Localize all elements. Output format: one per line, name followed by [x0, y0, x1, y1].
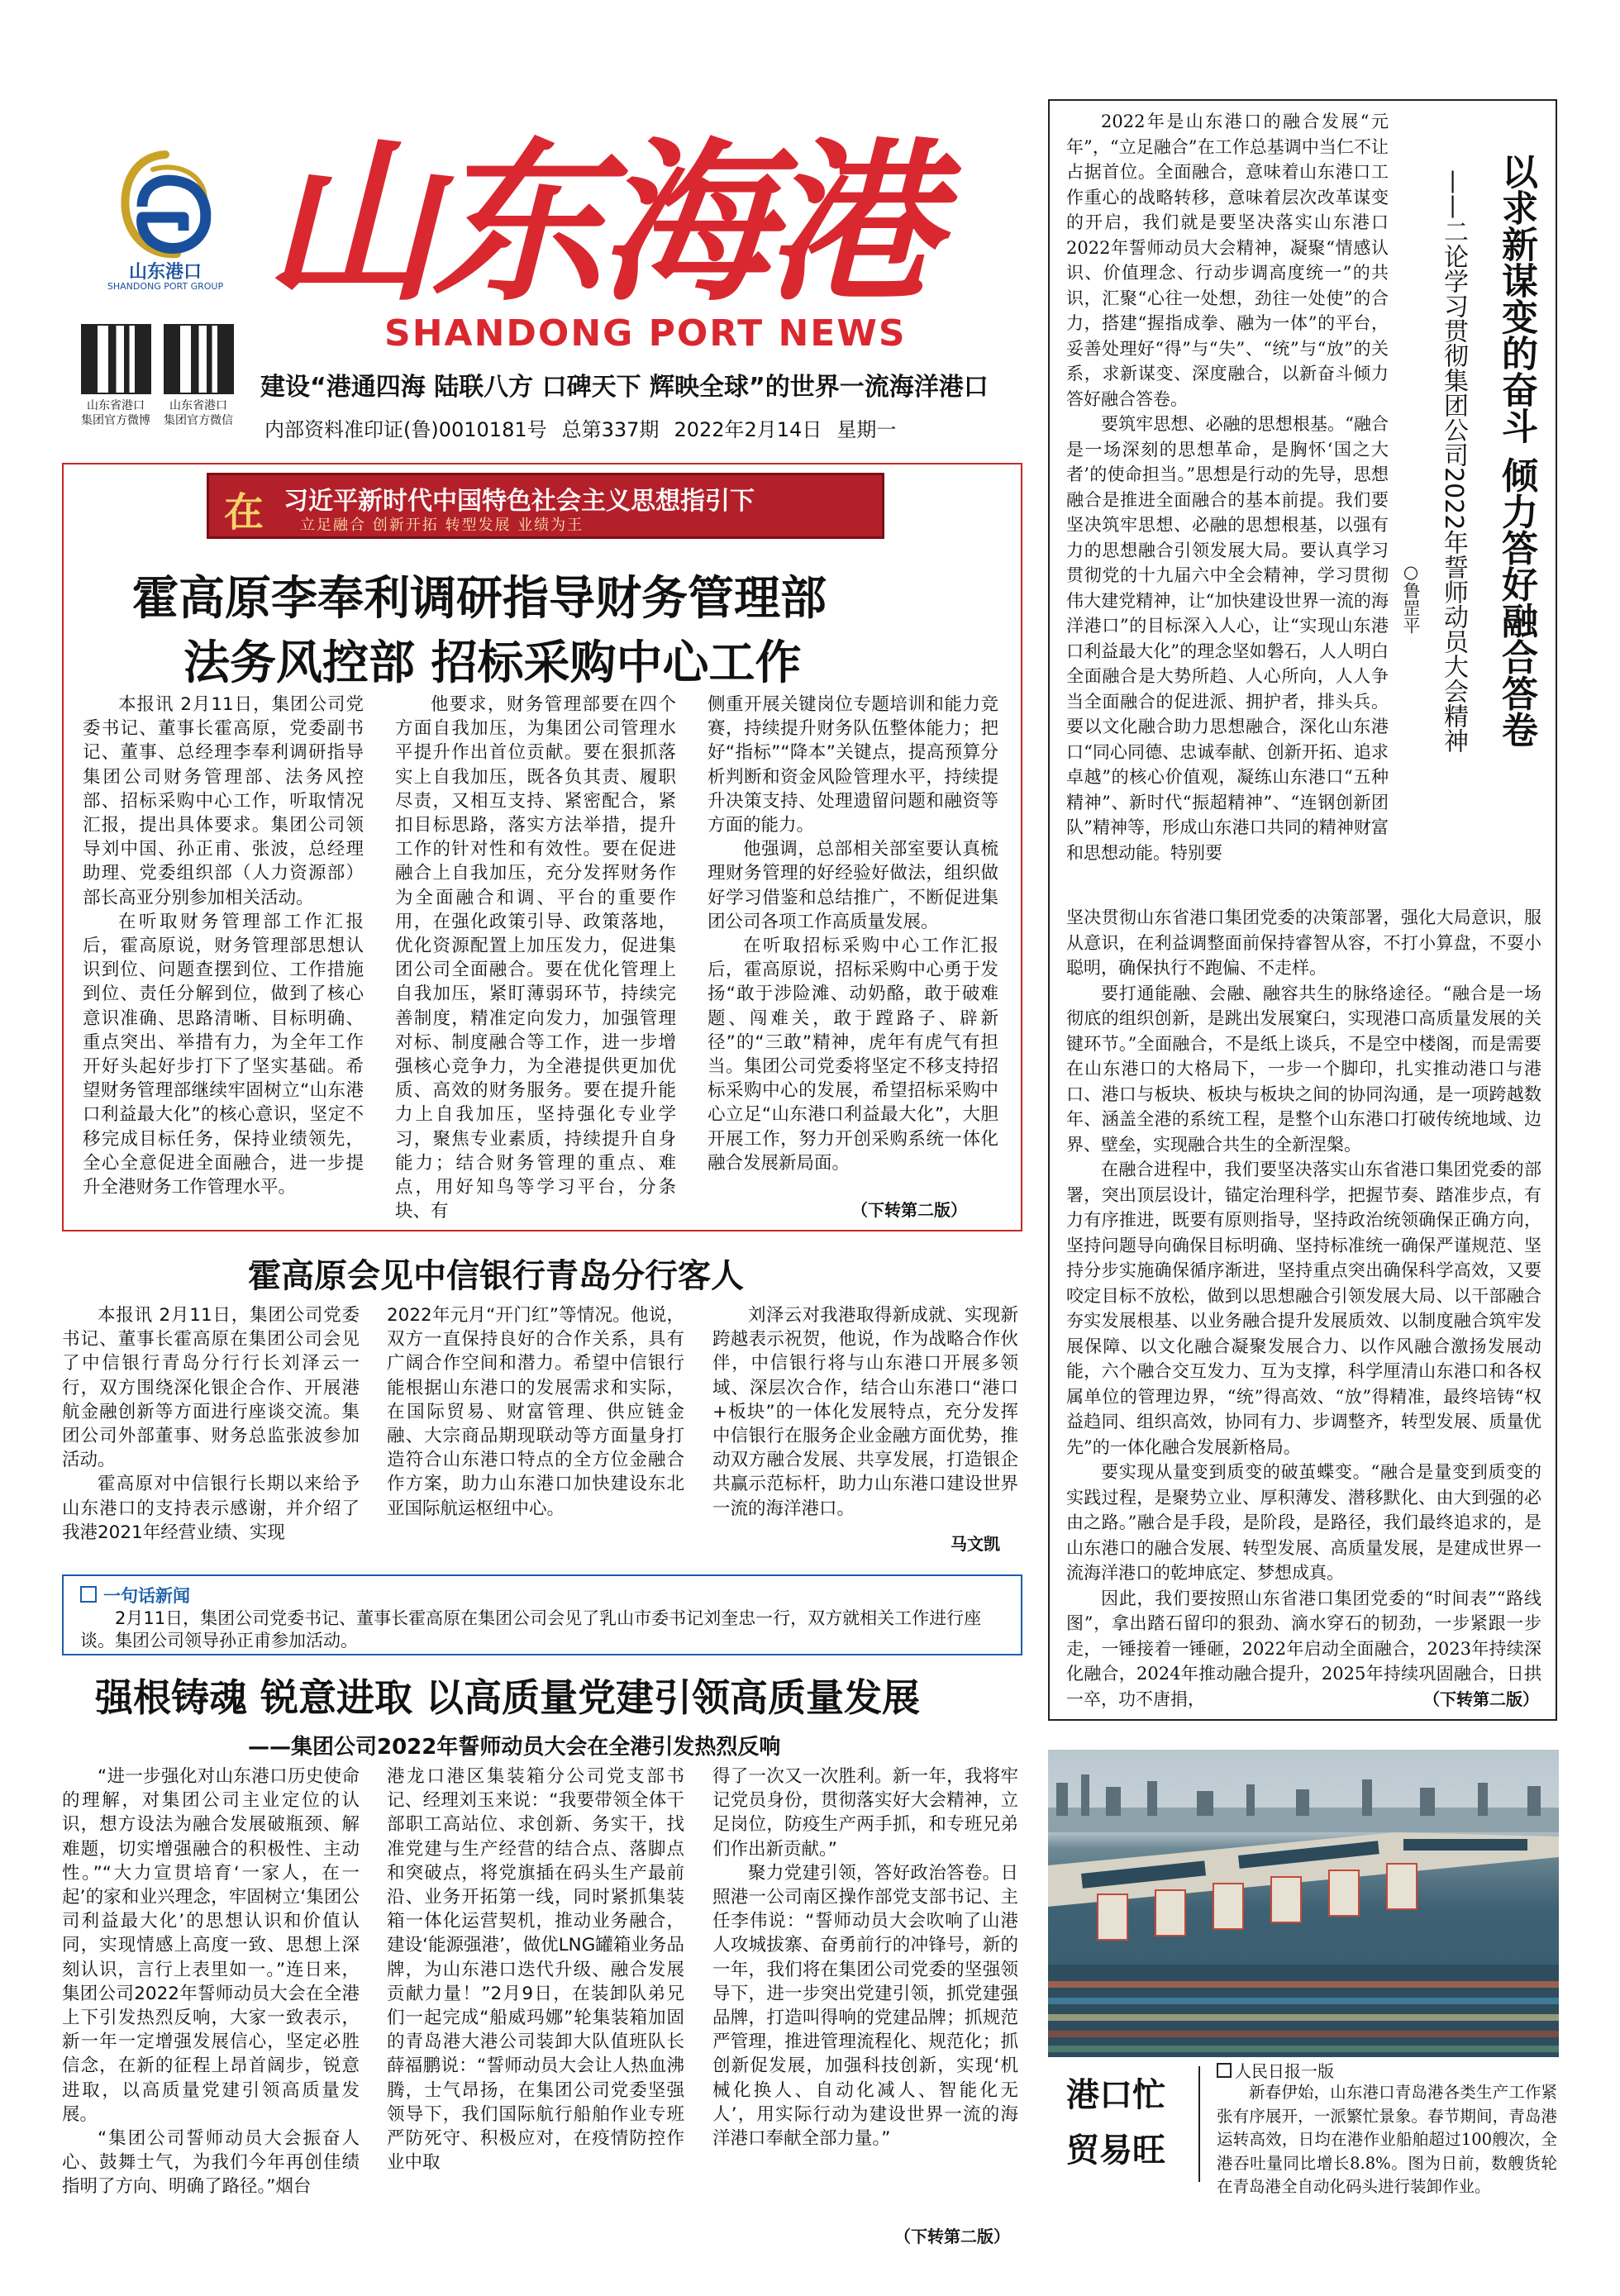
- story3-continued-note[interactable]: （下转第二版）: [894, 2227, 1010, 2246]
- paragraph: 要实现从量变到质变的破茧蝶变。“融合是量变到质变的实践过程，是聚势立业、厚积薄发、潜移默化、由大到强的必由之路。”融合是手段，是阶段，是路径，我们最终追求的，是山东港口的融合发展、转型发展、高质量发展，是建成世界一流海洋港口的乾坤底定、梦想成真。: [1066, 1462, 1541, 1583]
- paragraph: 侧重开展关键岗位专题培训和能力竞赛，持续提升财务队伍整体能力；把好“指标”“降本”关键点，提高预算分析判断和资金风险管理水平，持续提升决策支持、处理遗留问题和融资等方面的能力。: [708, 694, 998, 836]
- weibo-qr-code-icon[interactable]: [81, 324, 151, 394]
- news-brief-title: 一句话新闻: [80, 1583, 190, 1608]
- banner-subtitle: 立足融合 创新开拓 转型发展 业绩为王: [300, 517, 584, 534]
- lead-column-2: [395, 693, 676, 1222]
- issue-date: 2022年2月14日: [674, 418, 822, 441]
- photo-credit: 人民日报一版: [1217, 2058, 1334, 2082]
- group-logo-icon: [107, 145, 223, 269]
- story3-column-1: [62, 1765, 360, 2248]
- story3-column-2: [387, 1765, 684, 2248]
- theme-banner: [207, 473, 884, 539]
- story3-column-3: [712, 1765, 1018, 2226]
- group-logo-english: SHANDONG PORT GROUP: [107, 281, 224, 292]
- story3-headline[interactable]: 强根铸魂 锐意进取 以高质量党建引领高质量发展: [95, 1675, 921, 1720]
- photo-title-line-2: 贸易旺: [1066, 2131, 1165, 2170]
- story2-author: 马文凯: [951, 1534, 1000, 1554]
- commentary-subtitle: ——二论学习贯彻集团公司2022年誓师动员大会精神: [1439, 169, 1468, 754]
- masthead-slogan: 建设“港通四海 陆联八方 口碑天下 辉映全球”的世界一流海洋港口: [260, 373, 989, 402]
- lead-continued-note[interactable]: （下转第二版）: [851, 1200, 967, 1220]
- weibo-qr-caption: 山东省港口 集团官方微博: [81, 399, 150, 427]
- issue-info: [264, 413, 911, 442]
- banner-initial: 在: [224, 489, 264, 536]
- paragraph: 刘泽云对我港取得新成就、实现新跨越表示祝贺，他说，作为战略合作伙伴，中信银行将与山东港口开展多领域、深层次合作，结合山东港口“港口+板块”的一体化发展特点，充分发挥中信银行在服务企业金融方面优势，推动双方融合发展、共享发展，打造银企共赢示范标杆，助力山东港口建设世界一流的海洋港口。: [712, 1305, 1018, 1519]
- issue-number: 总第337期: [561, 418, 660, 441]
- port-photo[interactable]: [1048, 1750, 1559, 2057]
- paragraph: 因此，我们要按照山东省港口集团党委的“时间表”“路线图”，拿出踏石留印的狠劲、滴水穿石的韧劲，一步紧跟一步走，一锤接着一锤砸，2022年启动全面融合，2023年持续深化融合，2024年推动融合提升，2025年持续巩固融合，日拱一卒，功不唐捐，: [1066, 1588, 1541, 1709]
- paragraph: 要打通能融、会融、融容共生的脉络途径。“融合是一场彻底的组织创新，是跳出发展窠臼，实现港口高质量发展的关键环节。”全面融合，不是纸上谈兵，不是空中楼阁，而是需要在山东港口的大格局下，一步一个脚印，扎实推动港口与港口、港口与板块、板块与板块之间的协同沟通，是一项跨越数年、涵盖全港的系统工程，是整个山东港口打破传统地域、边界、壁垒，实现融合共生的全新涅槃。: [1066, 983, 1541, 1155]
- story2-column-1: [62, 1303, 360, 1551]
- commentary-author: ○鲁罡平: [1401, 562, 1421, 634]
- photo-caption: 新春伊始，山东港口青岛港各类生产工作紧张有序展开，一派繁忙景象。春节期间，青岛港运转高效，日均在港作业船舶超过100艘次，全港吞吐量同比增长8.8%。图为日前，数艘货轮在青岛港全自动化码头进行装卸作业。: [1217, 2083, 1557, 2196]
- story2-headline[interactable]: 霍高原会见中信银行青岛分行客人: [248, 1256, 744, 1295]
- wechat-qr-caption: 山东省港口 集团官方微信: [164, 399, 233, 427]
- paragraph: 在融合进程中，我们要坚决落实山东省港口集团党委的部署，突出顶层设计，锚定治理科学，把握节奏、踏准步点，有力有序推进，既要有原则指导，坚持政治统领确保正确方向，坚持问题导向确保目标明确、坚持标准统一确保严谨规范、坚持分步实施确保循序渐进，坚持重点突出确保科学高效，又要咬定目标不放松，做到以思想融合引领发展大局、以干部融合夯实发展根基、以业务融合提升发展质效、以制度融合筑牢发展保障、以文化融合凝聚发展合力、以作风融合激扬发展动能，六个融合交互发力、互为支撑，科学厘清山东港口和各权属单位的管理边界，“统”得高效、“放”得精准，最终培铸“权益趋同、组织高效，协同有力、步调整齐，转型发展、质量优先”的一体化融合发展新格局。: [1066, 1160, 1541, 1457]
- permit-number: 内部资料准印证(鲁)0010181号: [264, 418, 547, 441]
- paragraph: 坚决贯彻山东省港口集团党委的决策部署，强化大局意识，服从意识，在利益调整面前保持睿智从容，不打小算盘，不耍小聪明，确保执行不跑偏、不走样。: [1066, 907, 1541, 978]
- paragraph: 他要求，财务管理部要在四个方面自我加压，为集团公司管理水平提升作出首位贡献。要在狠抓落实上自我加压，既各负其责、履职尽责，又相互支持、紧密配合，紧扣目标思路，落实方法举措，提升工作的针对性和有效性。要在促进融合上自我加压，充分发挥财务作为全面融合和调、平台的重要作用，在强化政策引导、政策落地，优化资源配置上加压发力，促进集团公司全面融合。要在优化管理上自我加压，紧盯薄弱环节，持续完善制度，精准定向发力，加强管理对标、制度融合等工作，进一步增强核心竞争力，为全港提供更加优质、高效的财务服务。要在提升能力上自我加压，坚持强化专业学习，聚焦专业素质，持续提升自身能力；结合财务管理的重点、难点，用好知鸟等学习平台，分条块、有: [395, 694, 676, 1222]
- paragraph: 港龙口港区集装箱分公司党支部书记、经理刘玉来说：“我要带领全体干部职工高站位、求创新、务实干，找准党建与生产经营的结合点、落脚点和突破点，将党旗插在码头生产最前沿、业务开拓第一线，同时紧抓集装箱一体化运营契机，推动业务融合，建设‘能源强港’，做优LNG罐箱业务品牌，为山东港口迭代升级、融合发展贡献力量！”2月9日，在装卸队弟兄们一起完成“船威玛娜”轮集装箱加固的青岛港大港公司装卸大队值班队长薛福鹏说：“誓师动员大会让人热血沸腾，士气昂扬，在集团公司党委坚强领导下，我们国际航行船舶作业专班严防死守、积极应对，在疫情防控作业中取: [387, 1766, 684, 2174]
- photo-title-line-1: 港口忙: [1066, 2075, 1165, 2114]
- lead-column-1: [83, 693, 364, 1215]
- commentary-column-top: [1066, 109, 1389, 903]
- group-logo-name: 山东港口: [128, 262, 202, 283]
- paragraph: 在听取招标采购中心工作汇报后，霍高原说，招标采购中心勇于发扬“敢于涉险滩、动奶酪，敢于破难题、闯难关，敢于蹚路子、辟新径”的“三敢”精神，虎年有虎气有担当。集团公司党委将坚定不移支持招标采购中心的发展，希望招标采购中心立足“山东港口利益最大化”，大胆开展工作，努力开创采购系统一体化融合发展新局面。: [708, 936, 998, 1174]
- paragraph: 2022年是山东港口的融合发展“元年”，“立足融合”在工作总基调中当仁不让占据首位。全面融合，意味着山东港口工作重心的战略转移，意味着层次改革谋变的开启，我们就是要坚决落实山东港口2022年誓师动员大会精神，凝聚“情感认识、价值理念、行动步调高度统一”的共识，汇聚“心往一处想，劲往一处使”的合力，搭建“握指成拳、融为一体”的平台，妥善处理好“得”与“失”、“统”与“放”的关系，求新谋变、深度融合，以新奋斗倾力答好融合答卷。: [1066, 112, 1389, 409]
- paragraph: 他强调，总部相关部室要认真梳理财务管理的好经验好做法，组织做好学习借鉴和总结推广，不断促进集团公司各项工作高质量发展。: [708, 839, 998, 932]
- paragraph: 本报讯 2月11日，集团公司党委书记、董事长霍高原在集团公司会见了中信银行青岛分行行长刘泽云一行，双方围绕深化银企合作、开展港航金融创新等方面进行座谈交流。集团公司外部董事、财务总监张波参加活动。: [62, 1305, 360, 1471]
- story2-column-2: [387, 1303, 684, 1551]
- issue-weekday: 星期一: [836, 418, 897, 441]
- news-brief-box: [62, 1574, 1022, 1655]
- story2-column-3: [712, 1303, 1018, 1551]
- lead-headline-line-1[interactable]: 霍高原李奉利调研指导财务管理部: [132, 571, 827, 626]
- lead-headline-line-2[interactable]: 法务风控部 招标采购中心工作: [183, 636, 802, 690]
- paragraph: 本报讯 2月11日，集团公司党委书记、董事长霍高原，党委副书记、董事、总经理李奉利调研指导集团公司财务管理部、法务风控部、招标采购中心工作，听取情况汇报，提出具体要求。集团公司领导刘中国、孙正甫、张波，总经理助理、党委组织部（人力资源部）部长高亚分别参加相关活动。: [83, 694, 364, 908]
- newspaper-title-english: SHANDONG PORT NEWS: [384, 312, 907, 355]
- paragraph: 霍高原对中信银行长期以来给予山东港口的支持表示感谢，并介绍了我港2021年经营业绩、实现: [62, 1474, 360, 1543]
- commentary-title[interactable]: 以求新谋变的奋斗 倾力答好融合答卷: [1495, 153, 1537, 748]
- story3-subheadline: ——集团公司2022年誓师动员大会在全港引发热烈反响: [248, 1735, 781, 1760]
- paragraph: 要筑牢思想、必融的思想根基。“融合是一场深刻的思想革命，是胸怀‘国之大者’的使命担当。”思想是行动的先导，思想融合是推进全面融合的基本前提。我们要坚决筑牢思想、必融的思想根基，以强有力的思想融合引领发展大局。要认真学习贯彻党的十九届六中全会精神，学习贯彻伟大建党精神，让“加快建设世界一流的海洋港口”的目标深入人心，让“实现山东港口利益最大化”的理念坚如磐石，人人明白全面融合是大势所趋、人心所向，人人争当全面融合的促进派、拥护者，排头兵。要以文化融合助力思想融合，深化山东港口“同心同德、忠诚奉献、创新开拓、追求卓越”的核心价值观，凝练山东港口“五种精神”、新时代“振超精神”、“连钢创新团队”精神等，形成山东港口共同的精神财富和思想动能。特别要: [1066, 414, 1389, 863]
- news-brief-body: 2月11日，集团公司党委书记、董事长霍高原在集团公司会见了乳山市委书记刘奎忠一行，双方就相关工作进行座谈。集团公司领导孙正甫参加活动。: [80, 1608, 982, 1651]
- paragraph: 在听取财务管理部工作汇报后，霍高原说，财务管理部思想认识到位、问题查摆到位、工作措施到位、责任分解到位，做到了核心意识准确、思路清晰、目标明确、重点突出、举措有力，为全年工作开好头起好步打下了坚实基础。希望财务管理部继续牢固树立“山东港口利益最大化”的核心意识，坚定不移完成目标任务，保持业绩领先，全心全意促进全面融合，进一步提升全港财务工作管理水平。: [83, 911, 364, 1198]
- paragraph: “集团公司誓师动员大会振奋人心、鼓舞士气，为我们今年再创佳绩指明了方向、明确了路径。”烟台: [62, 2128, 360, 2198]
- paragraph: 2022年元月“开门红”等情况。他说，双方一直保持良好的合作关系，具有广阔合作空间和潜力。希望中信银行能根据山东港口的发展需求和实际，在国际贸易、财富管理、供应链金融、大宗商品期现联动等方面量身打造符合山东港口特点的全方位金融合作方案，助力山东港口加快建设东北亚国际航运枢纽中心。: [387, 1305, 684, 1519]
- lead-column-3: [708, 693, 998, 1197]
- commentary-continued-note[interactable]: （下转第二版）: [1423, 1689, 1539, 1709]
- photo-divider: [1198, 2066, 1200, 2182]
- newspaper-title: 山东海港: [264, 121, 933, 325]
- wechat-qr-code-icon[interactable]: [164, 324, 234, 394]
- paragraph: 聚力党建引领，答好政治答卷。日照港一公司南区操作部党支部书记、主任李伟说：“誓师动员大会吹响了山港人攻城拔寨、奋勇前行的冲锋号，新的一年，我们将在集团公司党委的坚强领导下，进一步突出党建引领，抓党建强品牌，打造叫得响的党建品牌；抓规范严管理，推进管理流程化、规范化；抓创新促发展，加强科技创新，实现‘机械化换人、自动化减人、智能化无人’，用实际行动为建设世界一流的海洋港口奉献全部力量。”: [712, 1862, 1018, 2150]
- paragraph: “进一步强化对山东港口历史使命的理解，对集团公司主业定位的认识，想方设法为融合发展破瓶颈、解难题，切实增强融合的积极性、主动性。”“大力宣贯培育‘一家人，在一起’的家和业兴理念，牢固树立‘集团公司利益最大化’的思想认识和价值认同，实现情感上高度一致、思想上深刻认识，言行上表里如一。”连日来，集团公司2022年誓师动员大会在全港上下引发热烈反响，大家一致表示，新一年一定增强发展信心，坚定必胜信念，在新的征程上昂首阔步，锐意进取，以高质量党建引领高质量发展。: [62, 1766, 360, 2125]
- banner-title: 习近平新时代中国特色社会主义思想指引下: [284, 487, 755, 516]
- paragraph: 得了一次又一次胜利。新一年，我将牢记党员身份，贯彻落实好大会精神，立足岗位，防疫生产两手抓，和专班兄弟们作出新贡献。”: [712, 1766, 1018, 1860]
